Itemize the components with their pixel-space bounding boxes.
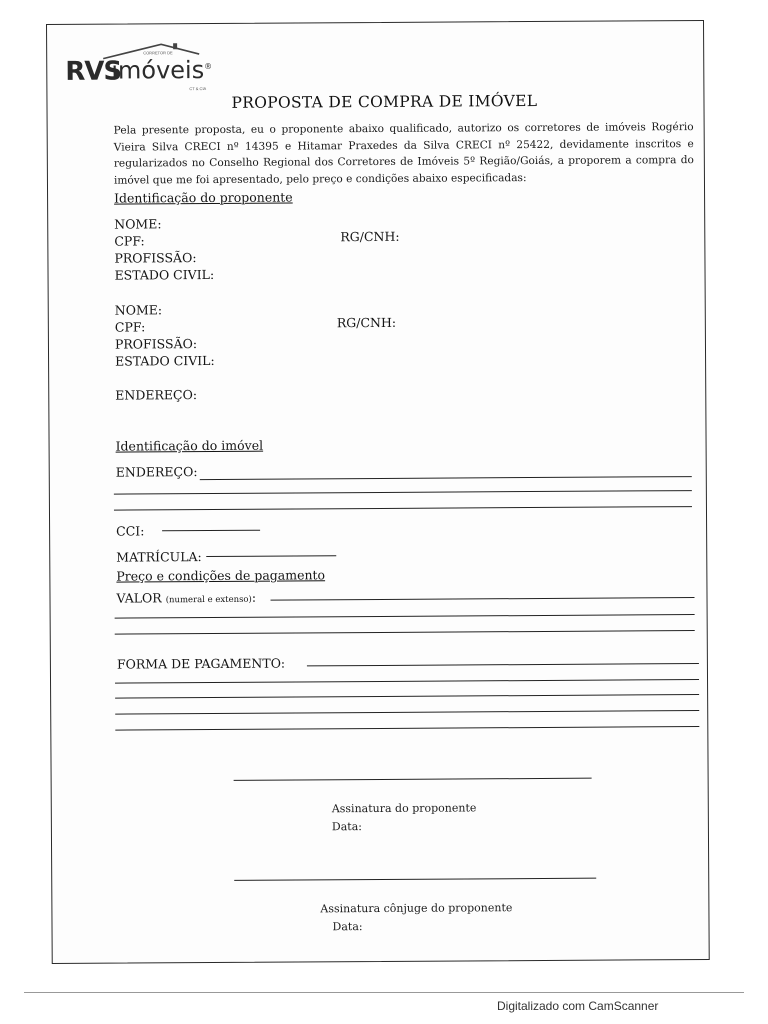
signature-proponente-line[interactable] xyxy=(234,778,592,781)
p1-estado-civil-label: ESTADO CIVIL: xyxy=(114,266,215,283)
forma-pagamento-line-3[interactable] xyxy=(115,694,699,699)
p2-rg-label: RG/CNH: xyxy=(336,314,397,331)
section-pagamento-heading: Preço e condições de pagamento xyxy=(116,567,326,584)
p1-nome-label: NOME: xyxy=(114,216,162,232)
p1-rg-label: RG/CNH: xyxy=(340,228,400,245)
forma-pagamento-line-4[interactable] xyxy=(115,710,699,715)
logo-creci: CT & CIA xyxy=(189,86,207,92)
signature-conjuge-date: Data: xyxy=(332,920,363,934)
form-page xyxy=(46,20,710,964)
signature-proponente-date: Data: xyxy=(331,820,363,834)
rvs-imoveis-logo xyxy=(65,40,215,91)
section-proponente-heading: Identificação do proponente xyxy=(114,189,293,206)
valor-line-2[interactable] xyxy=(115,614,695,619)
scan-bottom-rule xyxy=(24,992,744,993)
cci-line[interactable] xyxy=(162,530,260,532)
p2-nome-label: NOME: xyxy=(114,302,163,318)
forma-pagamento-line[interactable] xyxy=(307,663,699,666)
matricula-line[interactable] xyxy=(206,555,336,557)
logo-brand: RVS xyxy=(65,56,122,87)
logo-name: imóveis® xyxy=(111,56,213,85)
imovel-endereco-line[interactable] xyxy=(200,476,692,480)
imovel-endereco-line-2[interactable] xyxy=(114,490,692,495)
forma-pagamento-line-2[interactable] xyxy=(115,679,699,684)
signature-conjuge-line[interactable] xyxy=(234,878,596,881)
intro-paragraph: Pela presente proposta, eu o proponente abaixo qualificado, autorizo os corretores de imóveis Rogério Vieira Silva CRECI nº 14395 e Hitamar Praxedes da Silva CRECI nº 25422, devidamente inscritos e regularizados no Conselho Regional dos Corretores de Imóveis 5º Região/Goiás, a proporem a compra do imóvel que me foi apresentado, pelo preço e condições abaixo especificadas: xyxy=(113,121,694,187)
forma-pagamento-line-5[interactable] xyxy=(115,726,699,731)
imovel-endereco-line-3[interactable] xyxy=(114,506,692,511)
matricula-label: MATRÍCULA: xyxy=(116,549,202,565)
signature-proponente-label: Assinatura do proponente xyxy=(331,801,477,816)
valor-label: VALOR (numeral e extenso): xyxy=(116,589,257,606)
p2-cpf-label: CPF: xyxy=(114,319,146,335)
proponente-endereco-label: ENDEREÇO: xyxy=(115,387,198,403)
valor-line-3[interactable] xyxy=(115,630,695,635)
logo-tagline: CORRETOR DE xyxy=(143,50,173,56)
page-title: PROPOSTA DE COMPRA DE IMÓVEL xyxy=(231,92,538,112)
p2-estado-civil-label: ESTADO CIVIL: xyxy=(115,352,215,369)
valor-line[interactable] xyxy=(271,597,695,601)
p1-profissao-label: PROFISSÃO: xyxy=(114,250,197,266)
p2-profissao-label: PROFISSÃO: xyxy=(114,336,198,352)
p1-cpf-label: CPF: xyxy=(114,233,145,249)
signature-conjuge-label: Assinatura cônjuge do proponente xyxy=(320,901,513,916)
forma-pagamento-label: FORMA DE PAGAMENTO: xyxy=(116,655,286,672)
valor-hint: (numeral e extenso) xyxy=(165,594,252,606)
section-imovel-heading: Identificação do imóvel xyxy=(115,437,264,454)
imovel-endereco-label: ENDEREÇO: xyxy=(115,464,198,480)
scanner-watermark: Digitalizado com CamScanner xyxy=(497,999,659,1013)
cci-label: CCI: xyxy=(116,523,145,539)
